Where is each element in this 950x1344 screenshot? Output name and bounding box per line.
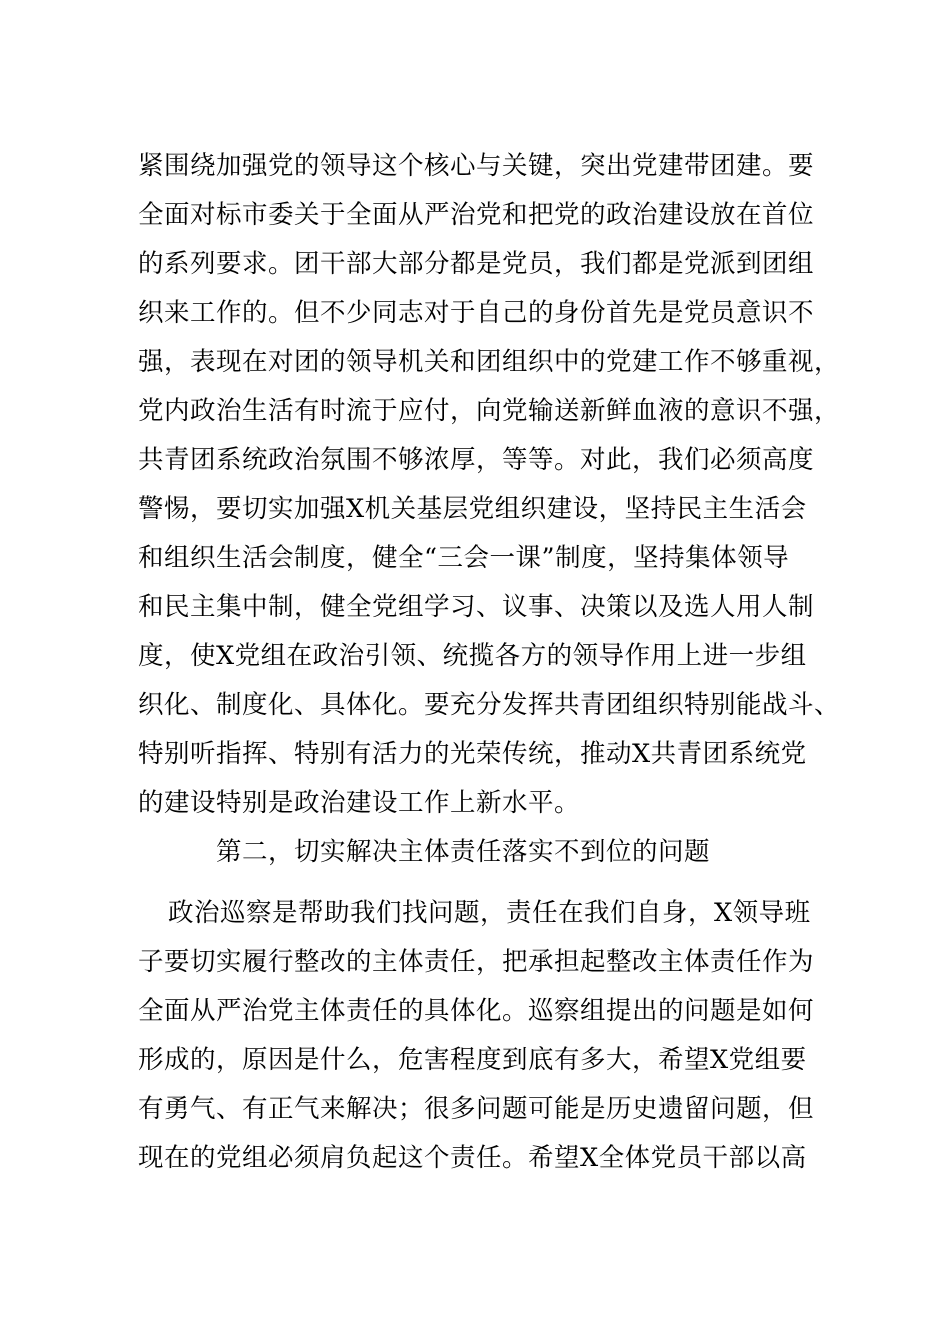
paragraph-line: 警惕，要切实加强X机关基层党组织建设，坚持民主生活会 [138,494,807,524]
paragraph-line: 度，使X党组在政治引领、统揽各方的领导作用上进一步组 [138,641,807,671]
paragraph-line: 和民主集中制，健全党组学习、议事、决策以及选人用人制 [138,592,815,622]
paragraph-line: 织化、制度化、具体化。要充分发挥共青团组织特别能战斗、 [138,690,841,720]
section-heading: 第二，切实解决主体责任落实不到位的问题 [216,837,711,867]
paragraph-line: 的建设特别是政治建设工作上新水平。 [138,788,581,818]
paragraph-line: 和组织生活会制度，健全“三会一课”制度，坚持集体领导 [138,543,790,573]
paragraph-line: 的系列要求。团干部大部分都是党员，我们都是党派到团组 [138,249,815,279]
paragraph-line: 政治巡察是帮助我们找问题，责任在我们自身，X领导班 [168,898,811,928]
paragraph-line: 特别听指挥、特别有活力的光荣传统，推动X共青团系统党 [138,739,807,769]
document-body [138,142,841,1183]
paragraph-line: 有勇气、有正气来解决；很多问题可能是历史遗留问题，但 [138,1094,815,1124]
paragraph-line: 紧围绕加强党的领导这个核心与关键，突出党建带团建。要 [138,151,815,181]
paragraph-line: 形成的，原因是什么，危害程度到底有多大，希望X党组要 [138,1045,807,1075]
paragraph-line: 全面对标市委关于全面从严治党和把党的政治建设放在首位 [138,200,815,230]
paragraph-line: 强，表现在对团的领导机关和团组织中的党建工作不够重视， [138,347,841,377]
paragraph-line: 织来工作的。但不少同志对于自己的身份首先是党员意识不 [138,298,815,328]
paragraph-line: 全面从严治党主体责任的具体化。巡察组提出的问题是如何 [138,996,815,1026]
paragraph-line: 现在的党组必须肩负起这个责任。希望X全体党员干部以高 [138,1143,807,1173]
paragraph-line: 共青团系统政治氛围不够浓厚，等等。对此，我们必须高度 [138,445,815,475]
paragraph-line: 党内政治生活有时流于应付，向党输送新鲜血液的意识不强， [138,396,841,426]
paragraph-line: 子要切实履行整改的主体责任，把承担起整改主体责任作为 [138,947,815,977]
